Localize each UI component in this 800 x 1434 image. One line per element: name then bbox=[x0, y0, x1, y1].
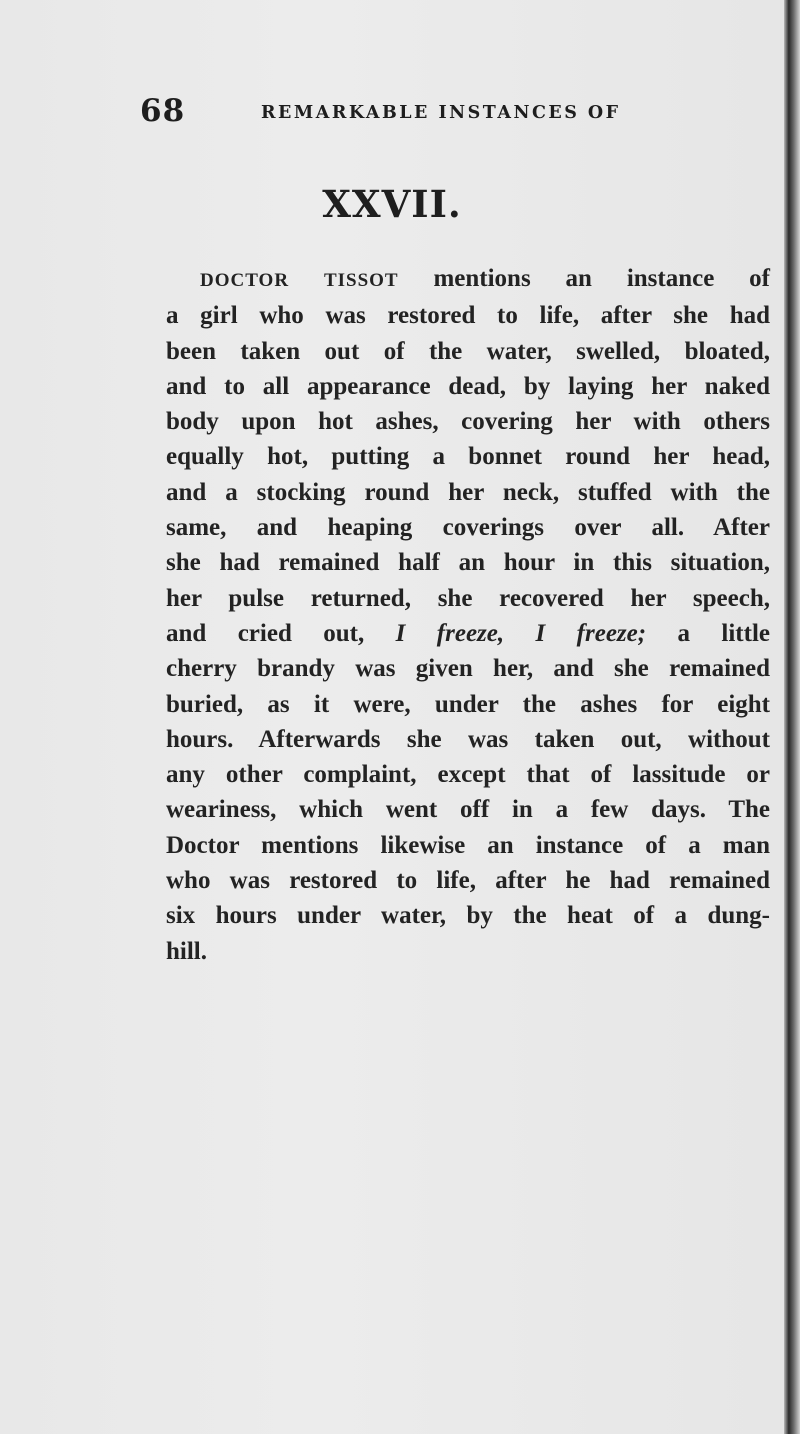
paragraph-line: six hours under water, by the heat of a dung- bbox=[166, 902, 770, 930]
paragraph-line: body upon hot ashes, covering her with others bbox=[166, 408, 770, 436]
small-caps-word: DOCTOR bbox=[200, 270, 290, 291]
opening-rest: mentions an instance of bbox=[398, 265, 771, 292]
page-edge-shadow bbox=[784, 0, 800, 1434]
page-header bbox=[0, 93, 784, 133]
paragraph-line: a girl who was restored to life, after she had bbox=[166, 302, 770, 330]
paragraph-line-quote bbox=[166, 616, 770, 651]
paragraph-line: who was restored to life, after he had remained bbox=[166, 867, 770, 895]
paragraph-line: cherry brandy was given her, and she remained bbox=[166, 655, 770, 683]
paragraph-line: hours. Afterwards she was taken out, without bbox=[166, 725, 770, 753]
paragraph-line: Doctor mentions likewise an instance of a man bbox=[166, 831, 770, 859]
running-head: REMARKABLE INSTANCES OF bbox=[261, 103, 621, 123]
quoted-speech: I freeze, bbox=[395, 619, 505, 647]
page-number: 68 bbox=[140, 93, 186, 129]
paragraph-line: been taken out of the water, swelled, bloated, bbox=[166, 337, 770, 365]
paragraph-line: her pulse returned, she recovered her speech, bbox=[166, 584, 770, 612]
paragraph-line: and to all appearance dead, by laying her naked bbox=[166, 372, 770, 400]
small-caps-name: TISSOT bbox=[323, 270, 399, 291]
body-paragraph bbox=[166, 261, 770, 969]
quote-line-before: and cried out, bbox=[166, 619, 396, 647]
paragraph-line: weariness, which went off in a few days. The bbox=[166, 796, 770, 824]
quote-line-after: a little bbox=[646, 619, 770, 647]
paragraph-line: any other complaint, except that of lassitude or bbox=[166, 761, 770, 789]
paragraph-line bbox=[166, 261, 770, 298]
paragraph-line: and a stocking round her neck, stuffed with the bbox=[166, 478, 770, 506]
paragraph-line: buried, as it were, under the ashes for eight bbox=[166, 690, 770, 718]
paragraph-line-final: hill. bbox=[166, 937, 207, 965]
section-numeral: XXVII. bbox=[322, 182, 462, 226]
paragraph-line: same, and heaping coverings over all. After bbox=[166, 514, 770, 542]
quoted-speech: I freeze; bbox=[535, 619, 647, 647]
quote-line-between bbox=[504, 620, 535, 647]
paragraph-line: she had remained half an hour in this situation, bbox=[166, 549, 770, 577]
paragraph-line: equally hot, putting a bonnet round her head, bbox=[166, 443, 770, 471]
